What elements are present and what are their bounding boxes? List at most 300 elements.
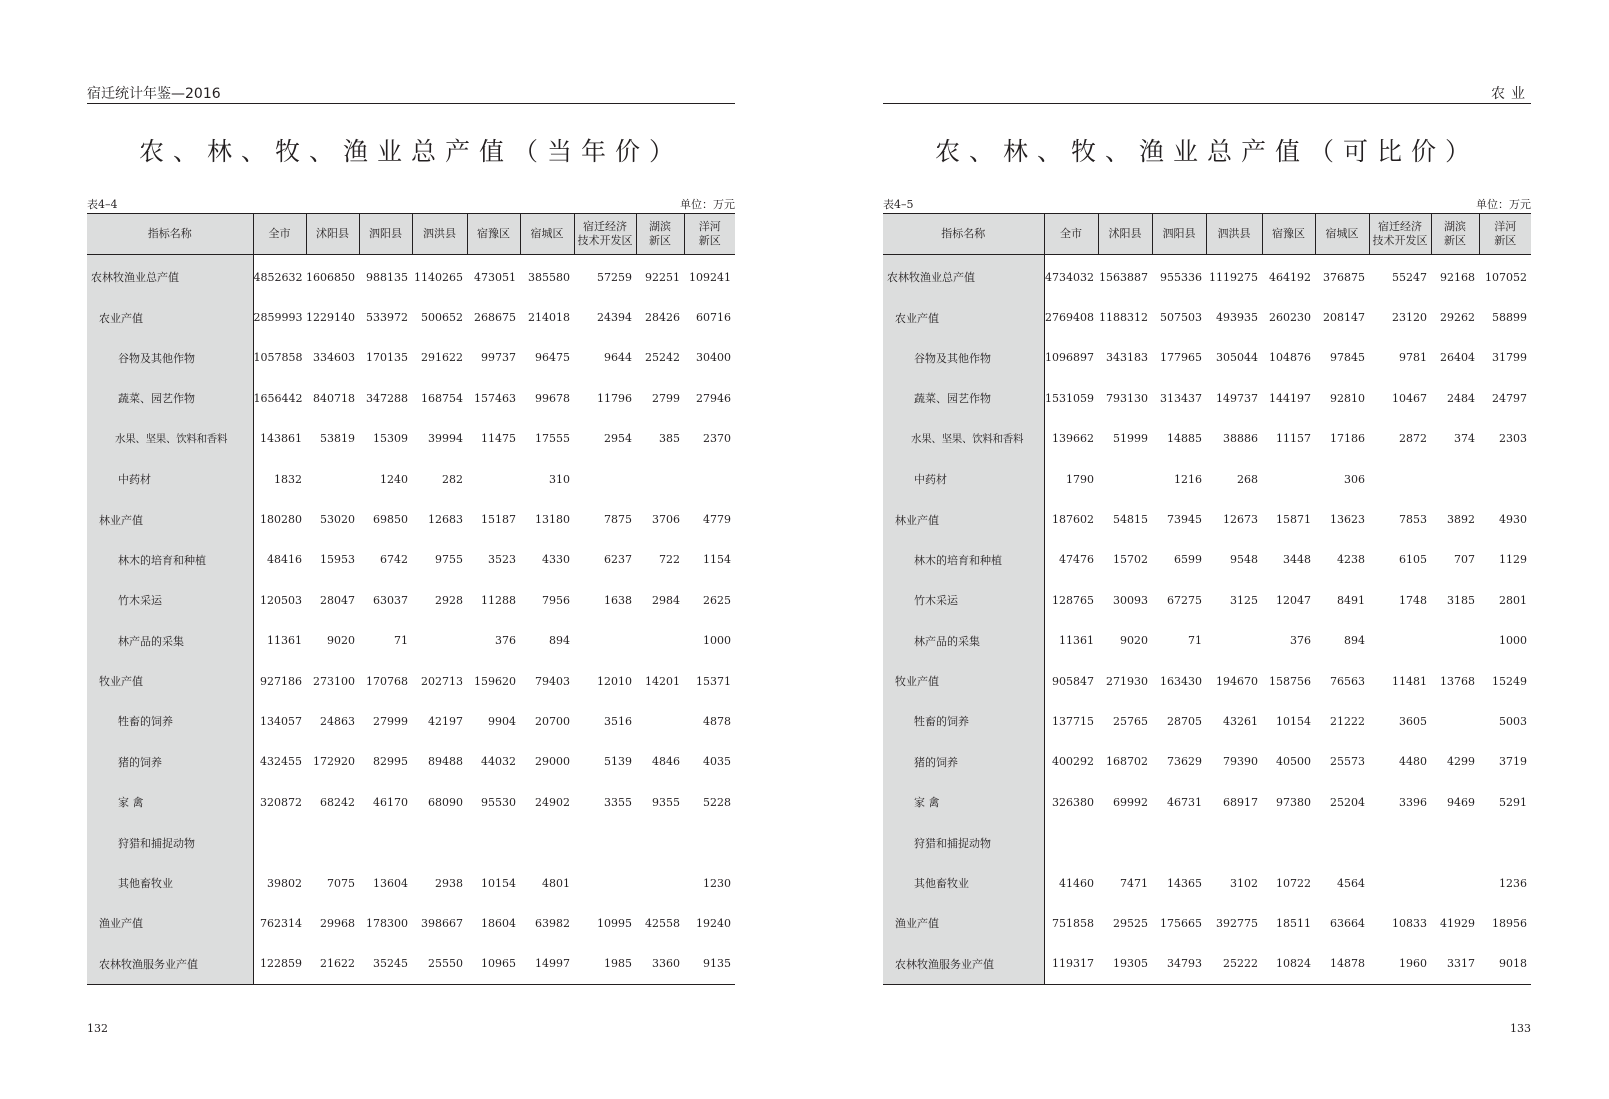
table-cell: 6237 <box>604 553 632 567</box>
table-cell: 9755 <box>435 553 463 567</box>
table-cell: 392775 <box>1216 916 1258 930</box>
table-cell: 51999 <box>1113 432 1148 446</box>
table-cell <box>636 863 684 903</box>
table-cell: 473051 <box>474 270 516 284</box>
row-label: 猪的饲养 <box>87 742 253 782</box>
table-cell: 19240 <box>696 916 731 930</box>
table-row <box>883 419 1531 459</box>
table-row <box>87 419 735 459</box>
table-cell: 170768 <box>366 674 408 688</box>
table-row <box>883 378 1531 418</box>
row-label: 牧业产值 <box>883 661 1044 701</box>
table-cell: 158756 <box>1269 674 1311 688</box>
table-cell: 53020 <box>320 513 355 527</box>
table-cell: 6742 <box>380 553 408 567</box>
table-cell: 533972 <box>366 311 408 325</box>
table-cell: 97380 <box>1276 795 1311 809</box>
table-cell: 134057 <box>260 714 302 728</box>
row-label: 狩猎和捕捉动物 <box>883 822 1044 862</box>
table-cell: 1154 <box>703 553 731 567</box>
table-cell: 21622 <box>320 957 355 971</box>
row-label: 中药材 <box>87 459 253 499</box>
table-row <box>883 297 1531 337</box>
table-cell <box>1431 459 1479 499</box>
table-cell <box>1479 459 1531 499</box>
column-header: 全市 <box>253 214 306 255</box>
table-cell: 1000 <box>1499 634 1527 648</box>
table-cell: 3523 <box>488 553 516 567</box>
table-cell: 7075 <box>327 876 355 890</box>
table-cell <box>1206 822 1262 862</box>
table-title: 农、林、牧、渔业总产值（可比价） <box>934 137 1479 166</box>
table-row <box>87 863 735 903</box>
table-cell: 955336 <box>1160 270 1202 284</box>
table-cell: 40500 <box>1276 755 1311 769</box>
table-cell: 5139 <box>604 755 632 769</box>
table-row <box>883 661 1531 701</box>
table-cell: 11288 <box>481 593 516 607</box>
table-row <box>87 621 735 661</box>
table-cell: 17186 <box>1330 432 1365 446</box>
table-cell: 163430 <box>1160 674 1202 688</box>
table-cell: 19305 <box>1113 957 1148 971</box>
column-header: 泗阳县 <box>1152 214 1206 255</box>
table-cell: 95530 <box>481 795 516 809</box>
table-cell: 39802 <box>267 876 302 890</box>
table-cell: 7471 <box>1120 876 1148 890</box>
table-cell: 14365 <box>1167 876 1202 890</box>
row-label: 农林牧渔服务业产值 <box>87 944 253 985</box>
row-label: 中药材 <box>883 459 1044 499</box>
table-cell: 1188312 <box>1099 311 1148 325</box>
table-cell: 2984 <box>652 593 680 607</box>
table-cell: 194670 <box>1216 674 1258 688</box>
table-cell: 24797 <box>1492 391 1527 405</box>
table-cell: 4238 <box>1337 553 1365 567</box>
table-cell <box>1206 621 1262 661</box>
table-cell: 306 <box>1344 472 1365 486</box>
row-label: 渔业产值 <box>883 903 1044 943</box>
table-cell: 1748 <box>1399 593 1427 607</box>
table-row <box>87 701 735 741</box>
table-row <box>883 742 1531 782</box>
table-cell: 180280 <box>260 513 302 527</box>
table-cell: 1240 <box>380 472 408 486</box>
table-cell: 3892 <box>1447 513 1475 527</box>
table-number: 表4–4 <box>87 198 118 211</box>
table-cell: 25765 <box>1113 714 1148 728</box>
table-cell: 3605 <box>1399 714 1427 728</box>
table-cell: 34793 <box>1167 957 1202 971</box>
table-cell: 67275 <box>1167 593 1202 607</box>
table-cell: 4480 <box>1399 755 1427 769</box>
page-number: 132 <box>87 1022 108 1035</box>
table-cell: 63037 <box>373 593 408 607</box>
row-label: 农业产值 <box>883 297 1044 337</box>
table-cell: 1656442 <box>253 391 303 405</box>
table-cell: 313437 <box>1160 391 1202 405</box>
table-cell: 5003 <box>1499 714 1527 728</box>
table-cell <box>1369 621 1431 661</box>
table-unit: 单位：万元 <box>1476 198 1531 211</box>
table-cell: 42197 <box>428 714 463 728</box>
table-cell: 1960 <box>1399 957 1427 971</box>
table-cell: 29968 <box>320 916 355 930</box>
table-row <box>883 863 1531 903</box>
table-cell: 3360 <box>652 957 680 971</box>
table-cell: 202713 <box>421 674 463 688</box>
table-cell: 4878 <box>703 714 731 728</box>
table-row <box>883 540 1531 580</box>
column-header: 宿城区 <box>520 214 574 255</box>
table-cell: 1129 <box>1499 553 1527 567</box>
table-cell: 1140265 <box>414 270 463 284</box>
table-cell: 157463 <box>474 391 516 405</box>
table-cell: 400292 <box>1052 755 1094 769</box>
table-cell: 24394 <box>597 311 632 325</box>
table-cell: 15187 <box>481 513 516 527</box>
table-cell: 376875 <box>1323 270 1365 284</box>
table-cell: 11481 <box>1392 674 1427 688</box>
table-cell: 4734032 <box>1045 270 1094 284</box>
table-cell <box>1369 459 1431 499</box>
table-cell: 4330 <box>542 553 570 567</box>
row-label: 谷物及其他作物 <box>87 338 253 378</box>
table-cell: 1236 <box>1499 876 1527 890</box>
row-label: 牲畜的饲养 <box>883 701 1044 741</box>
page-number: 133 <box>1510 1022 1531 1035</box>
table-cell: 432455 <box>260 755 302 769</box>
table-cell: 376 <box>1290 634 1311 648</box>
table-cell <box>1315 822 1369 862</box>
table-cell: 57259 <box>597 270 632 284</box>
table-cell: 24863 <box>320 714 355 728</box>
table-cell: 69992 <box>1113 795 1148 809</box>
table-cell: 54815 <box>1113 513 1148 527</box>
table-cell: 170135 <box>366 351 408 365</box>
table-cell: 905847 <box>1052 674 1094 688</box>
table-cell: 7853 <box>1399 513 1427 527</box>
table-cell: 7875 <box>604 513 632 527</box>
table-row <box>87 297 735 337</box>
table-cell: 71 <box>394 634 408 648</box>
table-cell: 11475 <box>481 432 516 446</box>
table-cell: 793130 <box>1106 391 1148 405</box>
table-cell: 13768 <box>1440 674 1475 688</box>
table-cell: 3355 <box>604 795 632 809</box>
table-cell: 18511 <box>1276 916 1311 930</box>
table-row <box>883 459 1531 499</box>
table-cell: 722 <box>659 553 680 567</box>
table-cell <box>520 822 574 862</box>
table-cell: 10995 <box>597 916 632 930</box>
table-row <box>883 338 1531 378</box>
table-cell <box>1098 459 1152 499</box>
column-header: 宿豫区 <box>1262 214 1315 255</box>
table-cell: 28705 <box>1167 714 1202 728</box>
table-cell: 6105 <box>1399 553 1427 567</box>
table-cell: 69850 <box>373 513 408 527</box>
table-cell: 38886 <box>1223 432 1258 446</box>
column-header-name: 指标名称 <box>87 214 253 255</box>
table-cell: 2303 <box>1499 432 1527 446</box>
table-cell: 13180 <box>535 513 570 527</box>
table-cell: 71 <box>1188 634 1202 648</box>
table-cell: 2954 <box>604 432 632 446</box>
table-cell <box>1262 822 1315 862</box>
table-cell: 7956 <box>542 593 570 607</box>
table-cell: 11361 <box>267 634 302 648</box>
table-cell: 120503 <box>260 593 302 607</box>
table-cell: 20700 <box>535 714 570 728</box>
table-cell: 894 <box>549 634 570 648</box>
column-header: 宿城区 <box>1315 214 1369 255</box>
column-header: 泗洪县 <box>1206 214 1262 255</box>
table-row <box>883 701 1531 741</box>
table-cell: 12010 <box>597 674 632 688</box>
table-row <box>87 378 735 418</box>
table-row <box>883 944 1531 985</box>
table-cell: 177965 <box>1160 351 1202 365</box>
table-cell <box>467 459 520 499</box>
table-cell: 82995 <box>373 755 408 769</box>
table-cell: 9135 <box>703 957 731 971</box>
table-cell: 385580 <box>528 270 570 284</box>
row-label: 蔬菜、园艺作物 <box>87 378 253 418</box>
table-cell <box>636 459 684 499</box>
table-cell <box>467 822 520 862</box>
table-cell: 1229140 <box>306 311 355 325</box>
table-cell: 119317 <box>1052 957 1094 971</box>
table-cell: 2801 <box>1499 593 1527 607</box>
table-row <box>883 822 1531 862</box>
table-cell <box>636 822 684 862</box>
table-cell: 2799 <box>652 391 680 405</box>
table-cell: 29000 <box>535 755 570 769</box>
table-cell: 894 <box>1344 634 1365 648</box>
column-header: 湖滨 新区 <box>1431 214 1479 255</box>
table-row <box>87 499 735 539</box>
table-cell: 707 <box>1454 553 1475 567</box>
table-cell: 44032 <box>481 755 516 769</box>
table-title: 农、林、牧、渔业总产值（当年价） <box>138 137 683 166</box>
table-cell: 42558 <box>645 916 680 930</box>
table-cell: 89488 <box>428 755 463 769</box>
table-cell: 79403 <box>535 674 570 688</box>
table-cell: 3102 <box>1230 876 1258 890</box>
table-cell: 500652 <box>421 311 463 325</box>
table-cell: 2938 <box>435 876 463 890</box>
table-cell: 60716 <box>696 311 731 325</box>
row-label: 猪的饲养 <box>883 742 1044 782</box>
table-unit: 单位：万元 <box>680 198 735 211</box>
table-cell: 14997 <box>535 957 570 971</box>
table-cell: 11796 <box>597 391 632 405</box>
table-row <box>87 338 735 378</box>
table-cell: 18604 <box>481 916 516 930</box>
table-cell: 282 <box>442 472 463 486</box>
table-cell: 398667 <box>421 916 463 930</box>
table-cell <box>1152 822 1206 862</box>
table-row <box>883 621 1531 661</box>
table-cell: 122859 <box>260 957 302 971</box>
table-cell: 139662 <box>1052 432 1094 446</box>
table-cell: 25222 <box>1223 957 1258 971</box>
row-label: 狩猎和捕捉动物 <box>87 822 253 862</box>
table-cell: 41929 <box>1440 916 1475 930</box>
table-row <box>87 459 735 499</box>
table-cell <box>1431 863 1479 903</box>
table-cell: 137715 <box>1052 714 1094 728</box>
table-row <box>87 580 735 620</box>
table-cell: 15371 <box>696 674 731 688</box>
table-cell: 927186 <box>260 674 302 688</box>
table-cell: 187602 <box>1052 513 1094 527</box>
table-cell: 63982 <box>535 916 570 930</box>
table-cell <box>253 822 306 862</box>
table-cell: 73629 <box>1167 755 1202 769</box>
table-cell: 21222 <box>1330 714 1365 728</box>
table-cell: 10467 <box>1392 391 1427 405</box>
row-label: 林木的培育和种植 <box>87 540 253 580</box>
table-cell: 2484 <box>1447 391 1475 405</box>
table-cell: 178300 <box>366 916 408 930</box>
table-cell: 3396 <box>1399 795 1427 809</box>
table-cell: 2859993 <box>253 311 303 325</box>
table-cell: 214018 <box>528 311 570 325</box>
table-cell: 29262 <box>1440 311 1475 325</box>
running-head: 宿迁统计年鉴—2016 <box>87 86 735 104</box>
table-cell: 46170 <box>373 795 408 809</box>
table-cell <box>1479 822 1531 862</box>
table-cell: 3706 <box>652 513 680 527</box>
row-label: 渔业产值 <box>87 903 253 943</box>
table-cell: 343183 <box>1106 351 1148 365</box>
table-cell: 1230 <box>703 876 731 890</box>
table-cell: 3317 <box>1447 957 1475 971</box>
table-cell: 14201 <box>645 674 680 688</box>
stats-table <box>87 213 735 985</box>
table-cell: 1790 <box>1066 472 1094 486</box>
table-cell: 493935 <box>1216 311 1258 325</box>
row-label: 竹木采运 <box>883 580 1044 620</box>
table-cell: 144197 <box>1269 391 1311 405</box>
table-cell: 3125 <box>1230 593 1258 607</box>
table-cell: 107052 <box>1485 270 1527 284</box>
table-cell: 2370 <box>703 432 731 446</box>
table-row <box>883 903 1531 943</box>
row-label: 家 禽 <box>883 782 1044 822</box>
table-cell: 4779 <box>703 513 731 527</box>
table-cell: 374 <box>1454 432 1475 446</box>
table-cell <box>574 459 636 499</box>
table-cell: 310 <box>549 472 570 486</box>
table-cell <box>1431 822 1479 862</box>
table-cell: 4930 <box>1499 513 1527 527</box>
table-cell: 4801 <box>542 876 570 890</box>
table-cell <box>1098 822 1152 862</box>
table-cell: 1000 <box>703 634 731 648</box>
table-cell: 99678 <box>535 391 570 405</box>
table-cell: 1606850 <box>306 270 355 284</box>
table-cell: 1531059 <box>1045 391 1094 405</box>
table-cell: 4035 <box>703 755 731 769</box>
header-row <box>87 214 735 255</box>
table-cell: 464192 <box>1269 270 1311 284</box>
table-cell: 68917 <box>1223 795 1258 809</box>
table-cell: 63664 <box>1330 916 1365 930</box>
row-label: 林木的培育和种植 <box>883 540 1044 580</box>
table-cell: 25573 <box>1330 755 1365 769</box>
table-cell: 11361 <box>1059 634 1094 648</box>
table-cell: 5228 <box>703 795 731 809</box>
table-cell: 385 <box>659 432 680 446</box>
column-header: 泗阳县 <box>359 214 412 255</box>
column-header: 洋河 新区 <box>684 214 735 255</box>
table-cell: 8491 <box>1337 593 1365 607</box>
row-label: 林业产值 <box>87 499 253 539</box>
table-cell: 3448 <box>1283 553 1311 567</box>
row-label: 林业产值 <box>883 499 1044 539</box>
left-page <box>87 0 735 1099</box>
table-row <box>87 903 735 943</box>
table-cell: 10833 <box>1392 916 1427 930</box>
table-cell: 10722 <box>1276 876 1311 890</box>
table-cell: 35245 <box>373 957 408 971</box>
table-cell: 28047 <box>320 593 355 607</box>
table-cell: 28426 <box>645 311 680 325</box>
table-cell: 12683 <box>428 513 463 527</box>
stats-table <box>883 213 1531 985</box>
table-cell: 320872 <box>260 795 302 809</box>
column-header: 沭阳县 <box>1098 214 1152 255</box>
table-cell: 39994 <box>428 432 463 446</box>
table-cell: 9020 <box>327 634 355 648</box>
row-label: 其他畜牧业 <box>883 863 1044 903</box>
column-header: 沭阳县 <box>306 214 359 255</box>
table-cell: 55247 <box>1392 270 1427 284</box>
table-cell: 9904 <box>488 714 516 728</box>
table-cell: 1096897 <box>1045 351 1094 365</box>
table-cell: 11157 <box>1276 432 1311 446</box>
table-cell: 10824 <box>1276 957 1311 971</box>
table-cell: 73945 <box>1167 513 1202 527</box>
table-cell: 68090 <box>428 795 463 809</box>
table-cell: 988135 <box>366 270 408 284</box>
table-cell: 48416 <box>267 553 302 567</box>
table-cell: 68242 <box>320 795 355 809</box>
table-cell: 31799 <box>1492 351 1527 365</box>
table-row <box>87 540 735 580</box>
table-cell <box>574 863 636 903</box>
table-number: 表4–5 <box>883 198 914 211</box>
table-cell: 326380 <box>1052 795 1094 809</box>
table-cell: 4852632 <box>253 270 303 284</box>
table-cell: 1638 <box>604 593 632 607</box>
table-cell <box>574 822 636 862</box>
table-cell: 5291 <box>1499 795 1527 809</box>
column-header: 全市 <box>1044 214 1098 255</box>
table-row <box>87 944 735 985</box>
table-cell <box>306 459 359 499</box>
right-page <box>883 0 1531 1099</box>
column-header: 宿迁经济 技术开发区 <box>1369 214 1431 255</box>
table-cell: 268 <box>1237 472 1258 486</box>
table-cell: 840718 <box>313 391 355 405</box>
table-cell <box>306 822 359 862</box>
table-cell: 9548 <box>1230 553 1258 567</box>
table-row <box>883 782 1531 822</box>
